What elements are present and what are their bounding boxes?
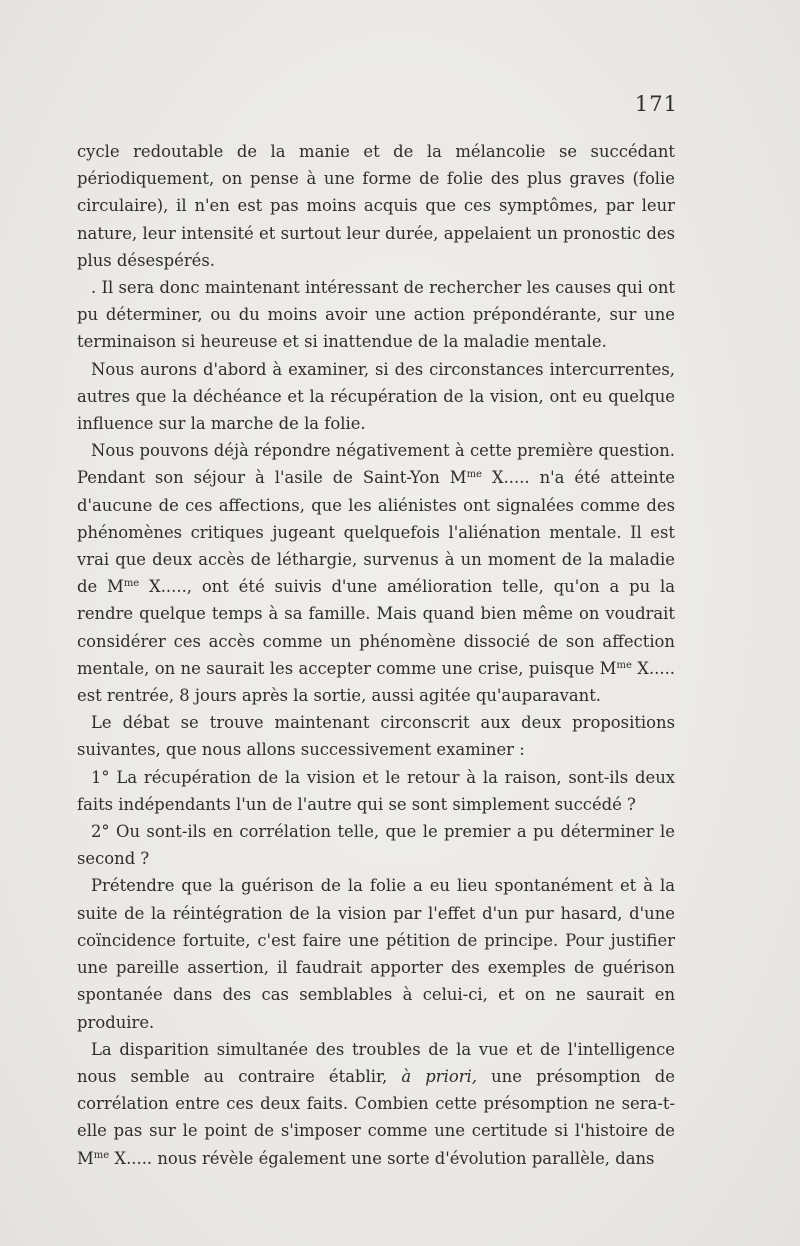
page-number: 171 — [634, 92, 678, 116]
paragraph-1: cycle redoutable de la manie et de la mélancolie se succédant périodiquement, on pense à une forme de folie des plus graves (folie circulaire), il n'en est pas moins acquis que ces symptômes, par leur nature, leur intensité et surtout leur durée, appelaient un pronostic des plus désespérés. — [77, 142, 675, 270]
paragraph-3: Nous aurons d'abord à examiner, si des circonstances intercurrentes, autres que la déchéance et la récupération de la vision, ont eu quelque influence sur la marche de la folie. — [77, 359, 675, 434]
paragraph-7: 2° Ou sont-ils en corrélation telle, que le premier a pu déterminer le second ? — [77, 822, 675, 869]
paragraph-5: Le débat se trouve maintenant circonscrit aux deux propositions suivantes, que nous allons successivement examiner : — [77, 713, 675, 760]
paragraph-8: Prétendre que la guérison de la folie a eu lieu spontanément et à la suite de la réintégration de la vision par l'effet d'un pur hasard, d'une coïncidence fortuite, c'est faire une pétition de principe. Pour justifier une pareille assertion, il faudrait apporter des exemples de guérison spontanée dans des cas semblables à celui-ci, et on ne saurait en produire. — [77, 876, 675, 1032]
body-text — [77, 138, 675, 1172]
paragraph-9: La disparition simultanée des troubles de la vue et de l'intelligence nous semble au contraire établir, à priori, une présomption de corrélation entre ces deux faits. Combien cette présomption ne sera-t-elle pas sur le point de s'imposer comme une certitude si l'histoire de $M^{me}$ X..... nous révèle également une sorte d'évolution parallèle, dans — [77, 1039, 675, 1168]
paragraph-2: . Il sera donc maintenant intéressant de rechercher les causes qui ont pu déterminer, ou du moins avoir une action prépondérante, sur une terminaison si heureuse et si inattendue de la maladie mentale. — [77, 278, 675, 352]
paragraph-4: Nous pouvons déjà répondre négativement à cette première question. Pendant son séjour à l'asile de Saint-Yon $M^{me}$ X..... n'a été atteinte d'aucune de ces affections, que les aliénistes ont signalées comme des phénomènes critiques jugeant quelquefois l'aliénation mentale. Il est vrai que deux accès de léthargie, survenus à un moment de la maladie de $M^{me}$ X....., ont été suivis d'une amélioration telle, qu'on a pu la rendre quelque temps à sa famille. Mais quand bien même on voudrait considérer ces accès comme un phénomène dissocié de son affection mentale, on ne saurait les accepter comme une crise, puisque $M^{me}$ X..... est rentrée, 8 jours après la sortie, aussi agitée qu'auparavant. — [77, 441, 675, 706]
paragraph-6: 1° La récupération de la vision et le retour à la raison, sont-ils deux faits indépendants l'un de l'autre qui se sont simplement succédé ? — [77, 767, 675, 814]
